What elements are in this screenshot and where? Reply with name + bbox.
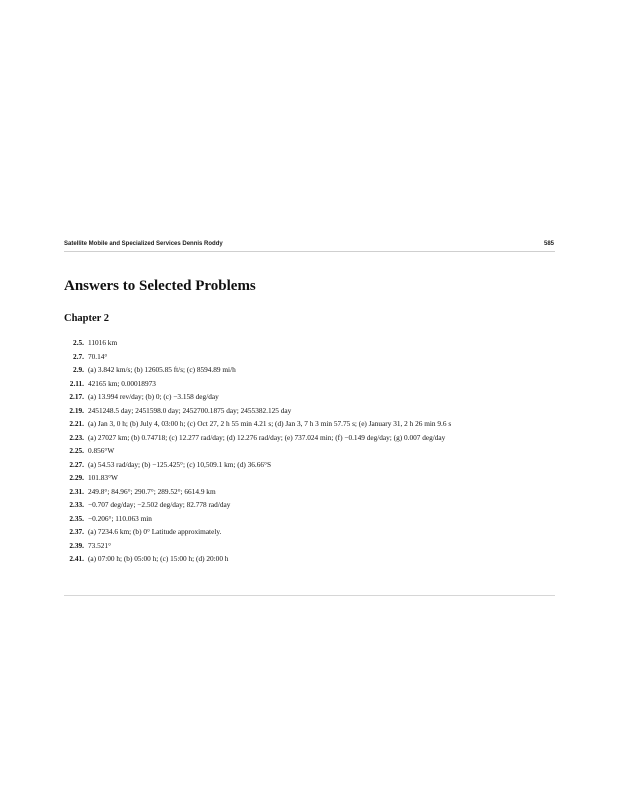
answer-text: 73.521° (88, 540, 111, 550)
answer-item (64, 525, 564, 539)
answer-item (64, 471, 564, 485)
answer-item (64, 552, 564, 566)
answer-item (64, 377, 564, 391)
answer-number: 2.33. (69, 500, 84, 509)
answer-text: (a) 07:00 h; (b) 05:00 h; (c) 15:00 h; (d) 20:00 h (88, 554, 229, 563)
answer-item (64, 363, 564, 377)
footer-divider (64, 595, 555, 596)
answer-text: (a) 3.842 km/s; (b) 12605.85 ft/s; (c) 8594.89 mi/h (88, 365, 236, 374)
answer-item (64, 336, 564, 350)
answer-text: 42165 km; 0.00018973 (88, 378, 156, 388)
answer-text: 249.8°; 84.96°; 290.7°; 289.52°; 6614.9 km (88, 486, 216, 496)
answer-text: 2451248.5 day; 2451598.0 day; 2452700.1875 day; 2455382.125 day (88, 405, 292, 415)
answer-item (64, 539, 564, 553)
answer-text: 101.83°W (88, 473, 118, 482)
answer-number: 2.9. (73, 365, 84, 374)
answer-number: 2.7. (73, 351, 84, 361)
answer-number: 2.27. (69, 459, 84, 469)
answer-number: 2.39. (69, 540, 84, 550)
answer-number: 2.11. (69, 378, 84, 388)
answer-item (64, 417, 564, 431)
answer-text: 11016 km (88, 338, 118, 347)
answer-number: 2.5. (73, 338, 84, 347)
answer-number: 2.25. (69, 446, 84, 455)
answer-text: −0.707 deg/day; −2.502 deg/day; 82.778 rad/day (88, 500, 231, 509)
answer-item (64, 498, 564, 512)
answer-number: 2.17. (69, 392, 84, 401)
chapter-heading: Chapter 2 (64, 313, 110, 324)
answer-text: (a) Jan 3, 0 h; (b) July 4, 03:00 h; (c) Oct 27, 2 h 55 min 4.21 s; (d) Jan 3, 7 h 3 min 57.75 s; (e) January 31, 2 h 26 min 9.6 s (88, 419, 452, 428)
answer-number: 2.23. (69, 432, 84, 442)
answer-text: (a) 54.53 rad/day; (b) −125.425°; (c) 10,509.1 km; (d) 36.66°S (88, 459, 272, 469)
answer-number: 2.21. (69, 419, 84, 428)
answer-text: −0.206°; 110.063 min (88, 513, 152, 523)
answer-number: 2.35. (69, 513, 84, 523)
answer-number: 2.37. (69, 527, 84, 536)
answer-number: 2.29. (69, 473, 84, 482)
answer-item (64, 350, 564, 364)
answer-number: 2.31. (69, 486, 84, 496)
answer-item (64, 431, 564, 445)
answer-item (64, 404, 564, 418)
answer-text: 0.856°W (88, 446, 115, 455)
answer-text: 70.14° (88, 351, 108, 361)
answer-number: 2.41. (69, 554, 84, 563)
answer-number: 2.19. (69, 405, 84, 415)
page-title: Answers to Selected Problems (64, 278, 256, 294)
answer-item (64, 512, 564, 526)
page-number: 585 (543, 241, 554, 247)
answer-item (64, 458, 564, 472)
header-divider (64, 251, 555, 252)
answer-text: (a) 13.994 rev/day; (b) 0; (c) −3.158 deg/day (88, 392, 219, 401)
running-header (64, 241, 554, 247)
book-title: Satellite Mobile and Specialized Services Dennis Roddy (64, 241, 223, 247)
answer-item (64, 485, 564, 499)
answer-item (64, 390, 564, 404)
answers-list (64, 336, 564, 566)
answer-item (64, 444, 564, 458)
answer-text: (a) 7234.6 km; (b) 0° Latitude approximately. (88, 527, 222, 536)
answer-text: (a) 27027 km; (b) 0.74718; (c) 12.277 rad/day; (d) 12.276 rad/day; (e) 737.024 min; (f) −0.149 deg/day; (g) 0.007 deg/day (88, 432, 446, 442)
